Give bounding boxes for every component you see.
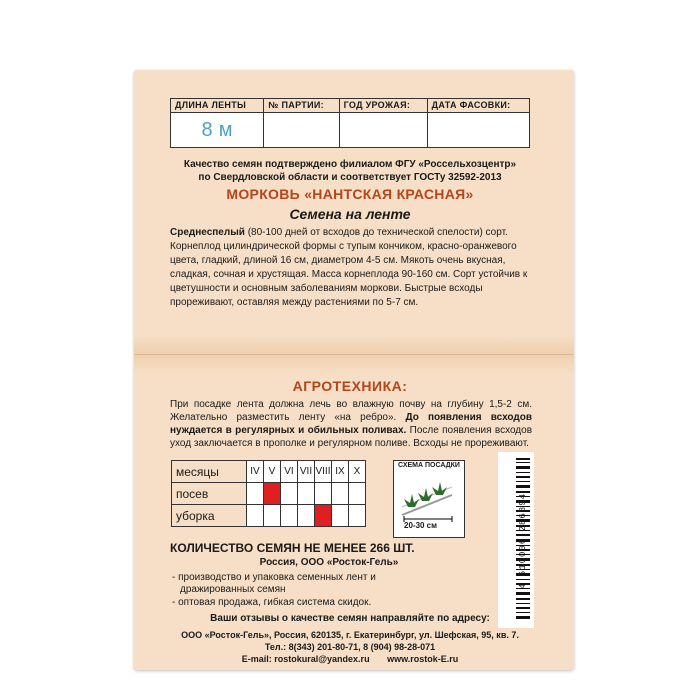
cert-line-1: Качество семян подтверждено филиалом ФГУ «Россельхозцентр» [183,159,517,170]
product-subtitle: Семена на ленте [289,206,411,222]
month-viii: VIII [315,461,332,483]
address-line: ООО «Росток-Гель», Россия, 620135, г. Екатеринбург, ул. Шефская, 95, кв. 7. [181,630,519,640]
harvest-cell [264,505,281,527]
agro-text [170,398,532,450]
sow-cell [349,483,366,505]
desc-bold: Среднеспелый [170,227,245,238]
bullet-1b: дражированных семян [180,584,286,595]
harvest-year-cell [339,113,427,148]
harvest-cell [298,505,315,527]
header-length: ДЛИНА ЛЕНТЫ [171,99,264,113]
fold-line [134,354,574,355]
month-v: V [264,461,281,483]
barcode-bars [498,452,534,628]
batch-info-table [170,98,530,148]
product-description [170,226,532,310]
sow-cell [281,483,298,505]
phone-line: Тел.: 8(343) 201-80-71, 8 (904) 98-28-071 [264,642,436,652]
length-cell [171,113,264,148]
seed-count: КОЛИЧЕСТВО СЕМЯН НЕ МЕНЕЕ 266 ШТ. [170,541,415,555]
company-name: Россия, ООО «Росток-Гель» [259,557,399,568]
harvest-cell [332,505,349,527]
header-batch: № ПАРТИИ: [264,99,339,113]
harvest-cell [281,505,298,527]
sow-cell-marked [264,483,281,505]
month-x: X [349,461,366,483]
barcode-number: 4 610006 286894 [518,493,528,590]
barcode [498,452,534,628]
cert-line-2: по Свердловской области и соответствует ГОСТу 32592-2013 [198,172,502,183]
harvest-cell [349,505,366,527]
sow-cell [332,483,349,505]
pack-date-cell [427,113,529,148]
scheme-size: 20-30 см [404,521,438,530]
scheme-label: СХЕМА ПОСАДКИ [398,462,460,469]
agro-bold: До появления всходов нуждается в регулярных и обильных поливах. [170,412,532,436]
header-pack-date: ДАТА ФАСОВКИ: [427,99,529,113]
month-ix: IX [332,461,349,483]
month-iv: IV [247,461,264,483]
desc-text: (80-100 дней от всходов до технической спелости) сорт. Корнеплод цилиндрической формы с тупым кончиком, красно-оранжевого цвета, гладкий, длиной 16 см, диаметром 4-5 см. Мякоть очень вкусная, сладкая, сочная и хрустящая. Масса корнеплода 90-160 см. Сорт устойчив к цветушности и основным заболеваниям моркови. Быстрые всходы прореживают, оставляя между растениями по 5-7 см. [170,227,528,308]
sowing-calendar [171,460,366,527]
feedback-heading: Ваши отзывы о качестве семян направляйте по адресу: [210,613,490,624]
length-value: 8 м [201,118,233,141]
month-vii: VII [298,461,315,483]
harvest-cell-marked [315,505,332,527]
header-harvest-year: ГОД УРОЖАЯ: [339,99,427,113]
month-vi: VI [281,461,298,483]
email-line: E-mail: rostokural@yandex.ru www.rostok-E.ru [241,654,459,664]
harvest-cell [247,505,264,527]
sow-cell [315,483,332,505]
product-title: МОРКОВЬ «НАНТСКАЯ КРАСНАЯ» [226,186,474,202]
sow-cell [298,483,315,505]
agro-title: АГРОТЕХНИКА: [292,378,408,394]
bullet-2: - оптовая продажа, гибкая система скидок. [172,597,372,608]
agro-text-1: При посадке лента должна лечь во влажную почву на глубину 1,5-2 см. Желательно разместить ленту «на ребро». [170,399,532,423]
batch-cell [264,113,339,148]
agro-text-2: После появления всходов уход заключается в прополке и регулярном поливе. Всходы не прореживают. [170,425,533,449]
planting-scheme [393,460,465,538]
months-label: месяцы [172,461,247,483]
harvest-label: уборка [172,505,247,527]
sow-cell [247,483,264,505]
certification-text [150,158,550,184]
sow-label: посев [172,483,247,505]
bullet-1a: - производство и упаковка семенных лент и [172,572,376,583]
